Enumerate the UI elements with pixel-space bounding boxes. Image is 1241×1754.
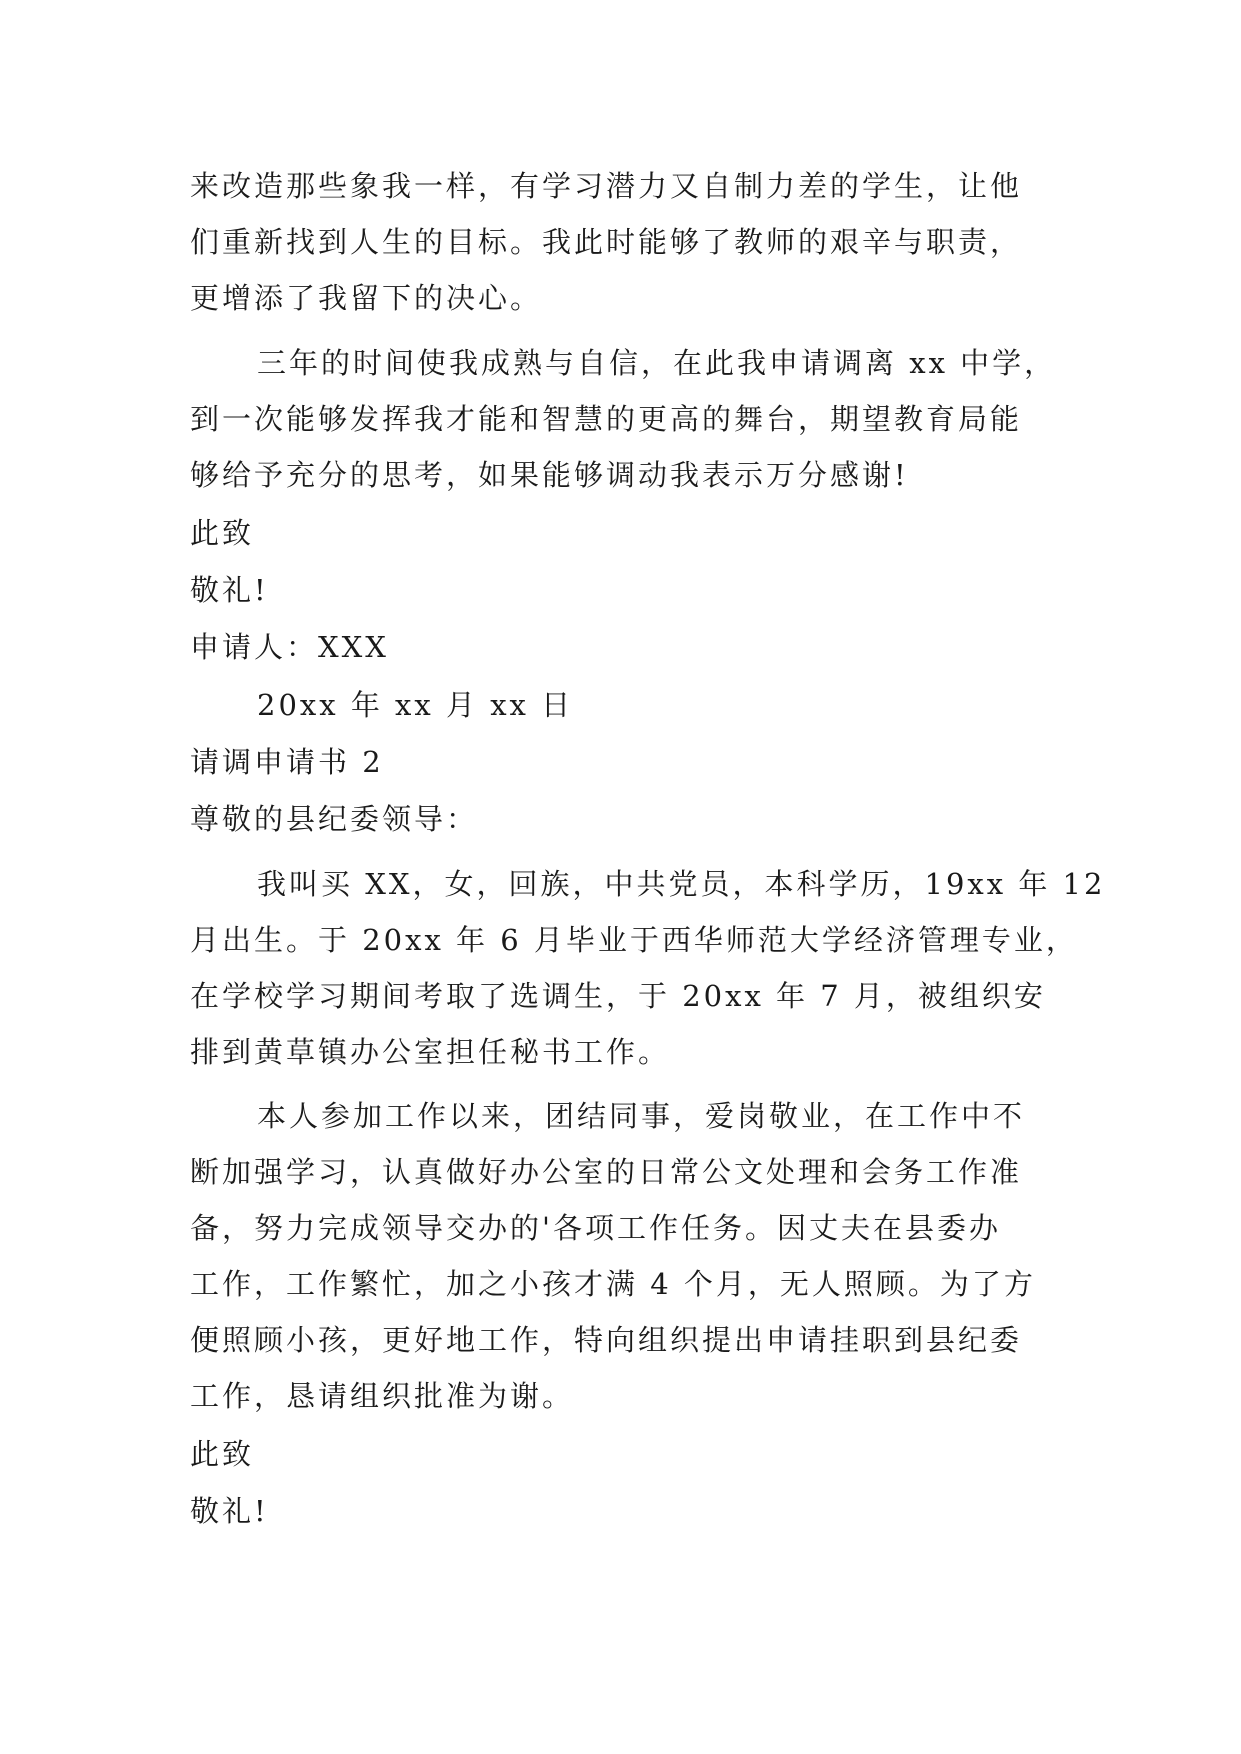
closing-regards: 敬礼! [190,573,269,607]
paragraph-line: 们重新找到人生的目标。我此时能够了教师的艰辛与职责， [190,225,1023,259]
paragraph-line: 我叫买 XX，女，回族，中共党员，本科学历，19xx 年 12 [257,867,1106,901]
paragraph-line: 月出生。于 20xx 年 6 月毕业于西华师范大学经济管理专业， [190,923,1078,957]
paragraph-line: 更增添了我留下的决心。 [190,281,543,315]
closing-salutation: 此致 [190,516,255,550]
paragraph-line: 备，努力完成领导交办的'各项工作任务。因丈夫在县委办 [190,1211,1001,1245]
section-title: 请调申请书 2 [190,745,384,779]
paragraph-line: 本人参加工作以来，团结同事，爱岗敬业，在工作中不 [257,1099,1026,1133]
paragraph-line: 工作，恳请组织批准为谢。 [190,1379,575,1413]
greeting: 尊敬的县纪委领导： [190,802,479,836]
closing-regards: 敬礼! [190,1494,269,1528]
closing-salutation: 此致 [190,1437,255,1471]
paragraph-line: 三年的时间使我成熟与自信，在此我申请调离 xx 中学， [257,346,1057,380]
applicant-signature: 申请人：XXX [190,630,389,664]
paragraph-line: 在学校学习期间考取了选调生，于 20xx 年 7 月，被组织安 [190,979,1046,1013]
paragraph-line: 断加强学习，认真做好办公室的日常公文处理和会务工作准 [190,1155,1023,1189]
paragraph-line: 到一次能够发挥我才能和智慧的更高的舞台，期望教育局能 [190,402,1023,436]
paragraph-line: 排到黄草镇办公室担任秘书工作。 [190,1035,671,1069]
paragraph-line: 够给予充分的思考，如果能够调动我表示万分感谢! [190,458,909,492]
paragraph-line: 工作，工作繁忙，加之小孩才满 4 个月，无人照顾。为了方 [190,1267,1036,1301]
date-line: 20xx 年 xx 月 xx 日 [257,688,574,722]
paragraph-line: 便照顾小孩，更好地工作，特向组织提出申请挂职到县纪委 [190,1323,1023,1357]
paragraph-line: 来改造那些象我一样，有学习潜力又自制力差的学生，让他 [190,169,1023,203]
